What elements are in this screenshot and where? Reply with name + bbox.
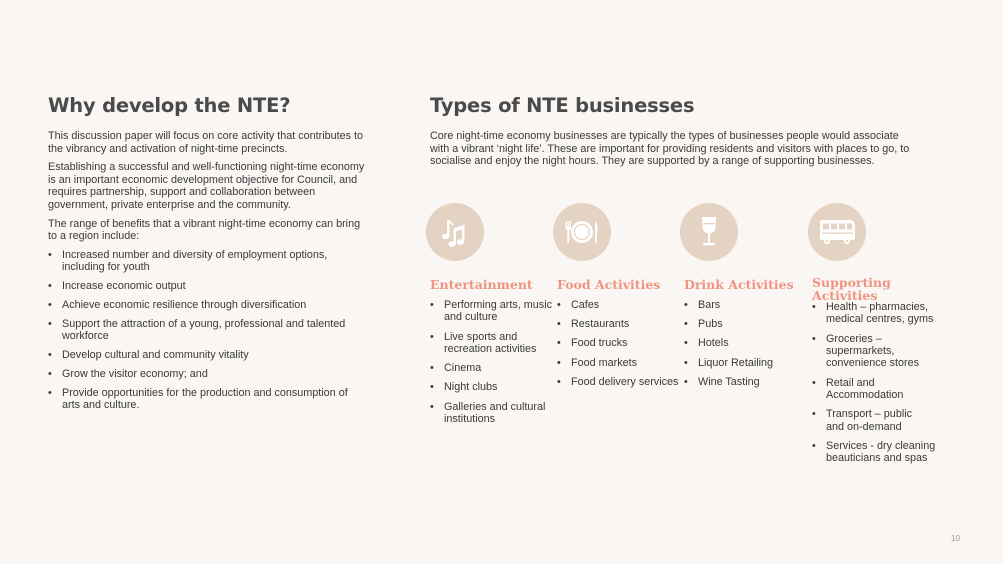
category-entertainment [430, 203, 555, 432]
bus-icon [808, 203, 866, 261]
list-item: • Live sports and recreation activities [430, 331, 554, 356]
paragraph: This discussion paper will focus on core activity that contributes to the vibrancy and activation of night-time precincts. [48, 130, 364, 155]
list-item: • Wine Tasting [684, 376, 808, 388]
list-item: • Night clubs [430, 381, 554, 393]
plate-cutlery-icon [553, 203, 611, 261]
list-item: • Food markets [557, 357, 681, 369]
list-item: • Galleries and cultural institutions [430, 401, 554, 426]
list-item: • Increase economic output [48, 280, 366, 293]
category-title: Entertainment [430, 276, 533, 292]
category-title: Food Activities [557, 276, 661, 292]
list-item: • Cinema [430, 362, 554, 374]
list-item: • Provide opportunities for the production and consumption of arts and culture. [48, 387, 366, 412]
category-list [684, 299, 809, 388]
paragraph: Establishing a successful and well-functioning night-time economy is an important economic development objective for Council, and requires partnership, support and collaboration between government, private enterprise and the community. [48, 161, 365, 211]
list-item: • Increased number and diversity of employment options, including for youth [48, 249, 366, 274]
benefits-list [48, 249, 366, 412]
list-item: • Food trucks [557, 337, 681, 349]
category-list [430, 299, 555, 425]
category-list [557, 299, 682, 388]
list-item: • Restaurants [557, 318, 681, 330]
page-number: 10 [951, 534, 960, 543]
list-item: • Support the attraction of a young, professional and talented workforce [48, 318, 366, 343]
list-item: • Hotels [684, 337, 808, 349]
list-item: • Services - dry cleaning beauticians and spas [812, 440, 936, 465]
list-item: • Retail and Accommodation [812, 377, 916, 402]
list-item: • Health – pharmacies, medical centres, gyms [812, 301, 936, 326]
list-item: • Performing arts, music and culture [430, 299, 554, 324]
category-food [557, 203, 682, 395]
paragraph: The range of benefits that a vibrant night-time economy can bring to a region include: [48, 217, 361, 243]
why-develop-section [48, 94, 366, 418]
list-item: • Groceries – supermarkets, convenience stores [812, 333, 936, 370]
category-drink [684, 203, 809, 395]
list-item: • Bars [684, 299, 808, 311]
list-item: • Cafes [557, 299, 681, 311]
list-item: • Grow the visitor economy; and [48, 368, 366, 381]
list-item: • Pubs [684, 318, 808, 330]
types-section [430, 94, 940, 174]
category-supporting [812, 203, 937, 471]
intro-paragraph: Core night-time economy businesses are typically the types of businesses people would associate with a vibrant ‘night life’. These are important for providing residents and visitors with places to go, to socialise and enjoy the night hours. They are supported by a range of supporting businesses. [430, 130, 910, 168]
list-item: • Liquor Retailing [684, 357, 808, 369]
section-title: Why develop the NTE? [48, 94, 291, 117]
list-item: • Food delivery services [557, 376, 681, 388]
section-title: Types of NTE businesses [430, 94, 695, 117]
list-item: • Achieve economic resilience through diversification [48, 299, 366, 312]
category-title: Drink Activities [684, 276, 794, 292]
wine-glass-icon [680, 203, 738, 261]
list-item: • Develop cultural and community vitality [48, 349, 366, 362]
category-title: Supporting Activities [812, 275, 891, 303]
music-notes-icon [426, 203, 484, 261]
list-item: • Transport – public and on-demand [812, 408, 926, 433]
category-list [812, 301, 937, 465]
